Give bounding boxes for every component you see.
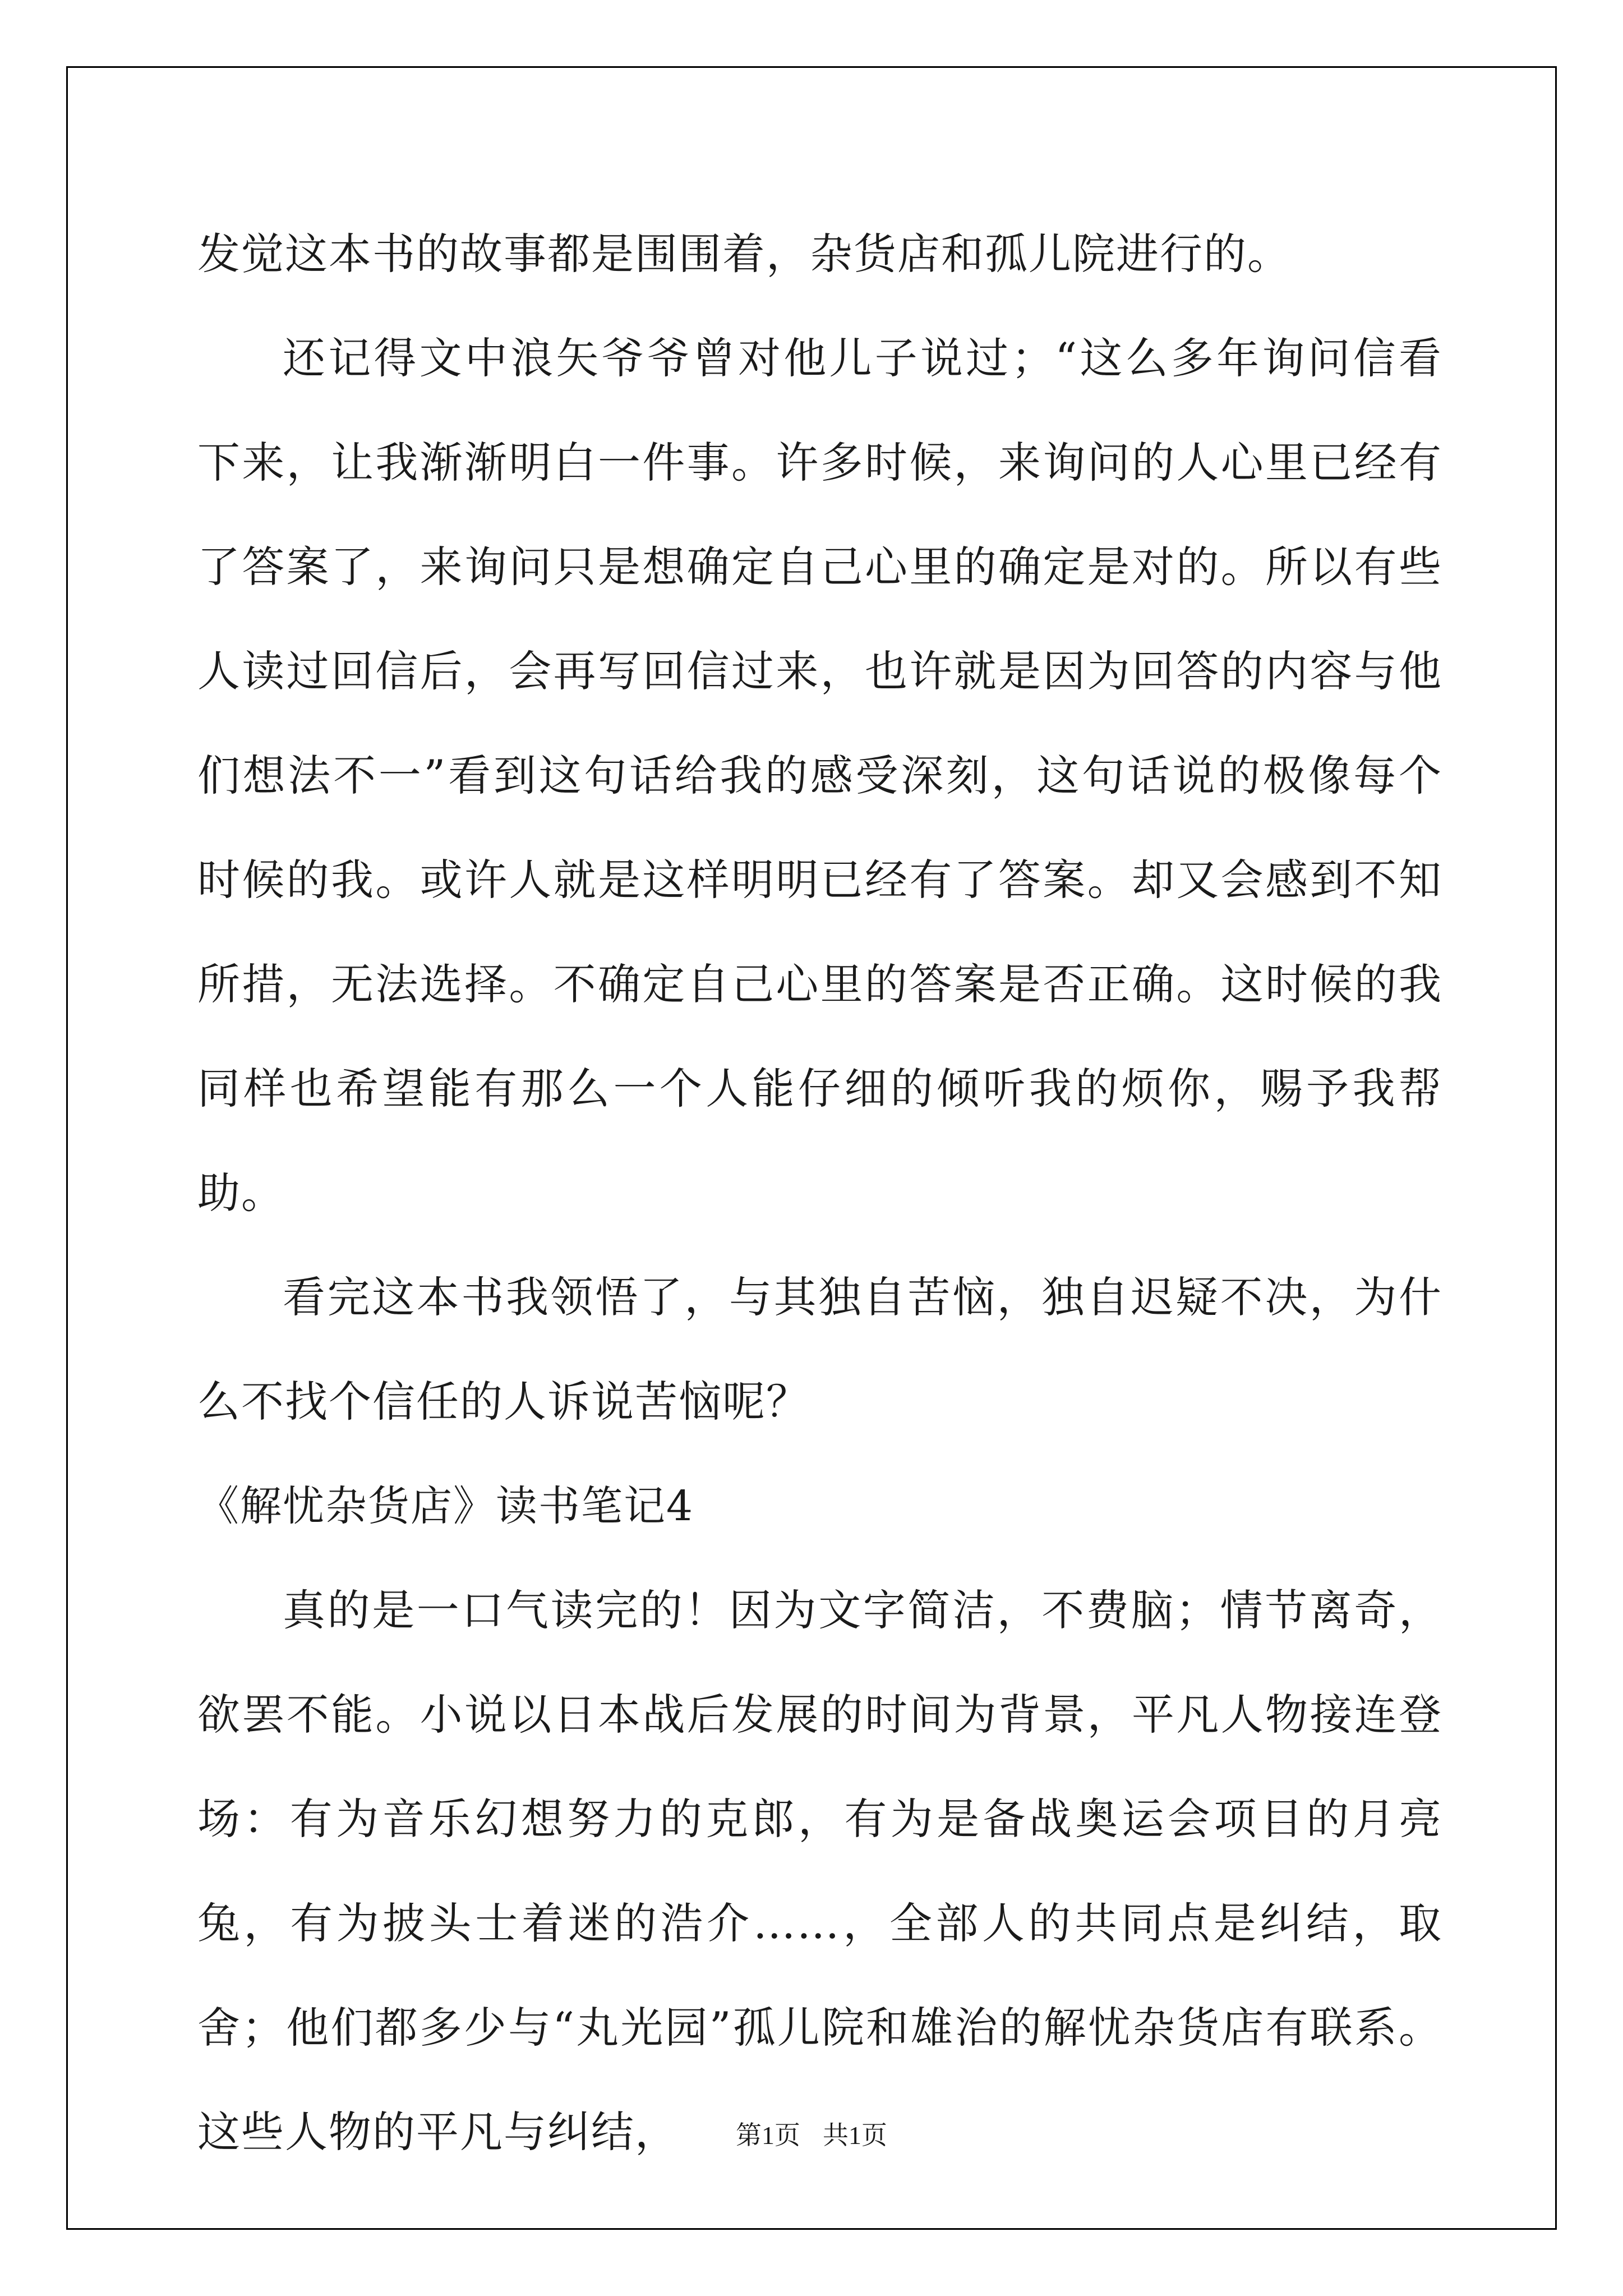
page-number-total: 共1页 xyxy=(823,2121,887,2150)
section-heading: 《解忧杂货店》读书笔记4 xyxy=(197,1482,694,1530)
paragraph: 还记得文中浪矢爷爷曾对他儿子说过；“这么多年询问信看下来，让我渐渐明白一件事。许多时候，来询问的人心里已经有了答案了，来询问只是想确定自己心里的确定是对的。所以有些人读过回信后，会再写回信过来，也许就是因为回答的内容与他们想法不一”看到这句话给我的感受深刻，这句话说的极像每个时候的我。或许人就是这样明明已经有了答案。却又会感到不知所措，无法选择。不确定自己心里的答案是否正确。这时候的我同样也希望能有那么一个人能仔细的倾听我的烦你，赐予我帮助。 xyxy=(197,333,1442,1218)
paragraph: 看完这本书我领悟了，与其独自苦恼，独自迟疑不决，为什么不找个信任的人诉说苦恼呢？ xyxy=(197,1272,1442,1427)
paragraph: 真的是一口气读完的！因为文字简洁，不费脑；情节离奇，欲罢不能。小说以日本战后发展的时间为背景，平凡人物接连登场：有为音乐幻想努力的克郎，有为是备战奥运会项目的月亮兔，有为披头士着迷的浩介……，全部人的共同点是纠结，取舍；他们都多少与“丸光园”孤儿院和雄治的解忧杂货店有联系。这些人物的平凡与纠结， xyxy=(197,1585,1442,2157)
paragraph: 发觉这本书的故事都是围围着，杂货店和孤儿院进行的。 xyxy=(197,229,1291,279)
document-body xyxy=(197,202,1442,2184)
page-footer xyxy=(0,2115,1623,2152)
page-number-current: 第1页 xyxy=(736,2121,800,2150)
